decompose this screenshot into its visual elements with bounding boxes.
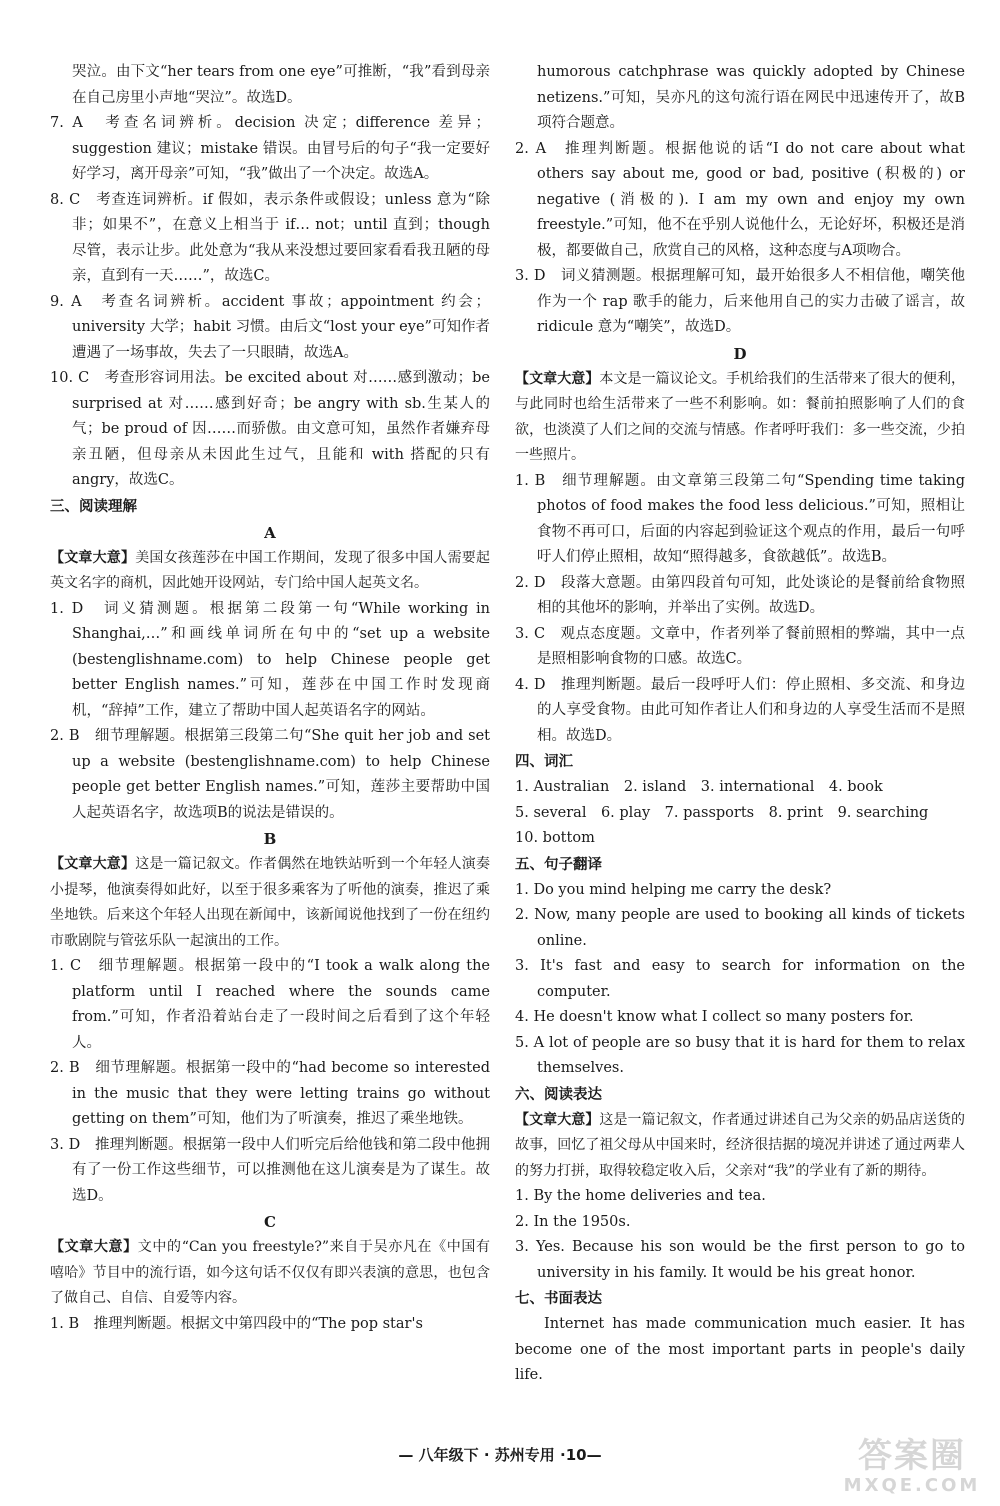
answer-item: 3. D 推理判断题。根据第一段中人们听完后给他钱和第二段中他拥有了一份工作这些细节，可以推测他在这儿演奏是为了谋生。故选D。 xyxy=(50,1136,490,1204)
answer-item: 2. In the 1950s. xyxy=(515,1213,631,1230)
answer-item: 2. Now, many people are used to booking all kinds of tickets online. xyxy=(515,907,965,949)
left-column xyxy=(50,60,490,1337)
summary-text: 美国女孩莲莎在中国工作期间，发现了很多中国人需要起英文名字的商机，因此她开设网站，专门给中国人起英文名。 xyxy=(50,549,491,591)
paragraph: 10. bottom xyxy=(515,830,595,846)
page-footer: — 八年级下 · 苏州专用 ·10— xyxy=(398,1446,602,1464)
answer-item: 1. D 词义猜测题。根据第二段第一句“While working in Shanghai,…”和画线单词所在句中的“set up a website (bestenglishname.com) to help Chinese people get better English names.”可知，莲莎在中国工作时发现商机，“辞掉”工作，建立了帮助中国人起英语名字的网站。 xyxy=(50,600,490,719)
answer-item: 2. A 推理判断题。根据他说的话“I do not care about what others say about me, good or bad, positive (积极的) or negative (消极的). I am my own and enjoy my own freestyle.”可知，他不在乎别人说他什么，无论好坏，积极还是消极，都要做自己，欣赏自己的风格，这种态度与A项吻合。 xyxy=(515,140,965,259)
summary-text: 这是一篇记叙文，作者通过讲述自己为父亲的奶品店送货的故事，回忆了祖父母从中国来时，经济很拮据的境况并讲述了通过两辈人的努力打拼，取得较稳定收入后，父亲对“我”的学业有了新的期待。 xyxy=(515,1111,966,1179)
answer-item: 8. C 考查连词辨析。if 假如，表示条件或假设；unless 意为“除非；如果不”，在意义上相当于 if… not；until 直到；though 尽管，表示让步。此处意为“我从来没想过要回家看看我丑陋的母亲，直到有一天……”，故选C。 xyxy=(50,191,490,284)
passage-label: C xyxy=(264,1213,276,1231)
answer-item: 1. B 推理判断题。根据文中第四段中的“The pop star's xyxy=(50,1315,423,1332)
answer-item: 7. A 考查名词辨析。decision 决定；difference 差异；suggestion 建议；mistake 错误。由冒号后的句子“我一定要好好学习，离开母亲”可知，“我”做出了一个决定。故选A。 xyxy=(50,115,490,182)
answer-item: 2. B 细节理解题。根据第三段第二句“She quit her job and set up a website (bestenglishname.com) to help Chinese people get better English names.”可知，莲莎主要帮助中国人起英语名字，故选项B的说法是错误的。 xyxy=(50,728,490,821)
answer-item: 3. D 词义猜测题。根据理解可知，最开始很多人不相信他，嘲笑他作为一个 rap 歌手的能力，后来他用自己的实力击破了谣言，故 ridicule 意为“嘲笑”，故选D。 xyxy=(515,268,965,335)
answer-item: 9. A 考查名词辨析。accident 事故；appointment 约会；university 大学；habit 习惯。由后文“lost your eye”可知作者遭遇了一场事故，失去了一只眼睛，故选A。 xyxy=(50,293,490,361)
answer-item: 1. B 细节理解题。由文章第三段第二句“Spending time taking photos of food makes the food less delicious.”可知，照相让食物不再可口，后面的内容起到验证这个观点的作用，最后一句呼吁人们停止照相，故知“照得越多，食欲越低”。故选B。 xyxy=(515,472,965,565)
answer-item: 1. Do you mind helping me carry the desk? xyxy=(515,881,832,898)
paragraph: 哭泣。由下文“her tears from one eye”可推断，“我”看到母亲在自己房里小声地“哭泣”。故选D。 xyxy=(72,64,490,106)
answer-item: 1. C 细节理解题。根据第一段中的“I took a walk along the platform until I reached where the sounds came from.”可知，作者沿着站台走了一段时间之后看到了这个年轻人。 xyxy=(50,958,490,1051)
passage-label: B xyxy=(263,830,277,848)
section-heading: 七、书面表达 xyxy=(515,1291,602,1307)
answer-item: 3. It's fast and easy to search for information on the computer. xyxy=(515,958,965,1000)
article-summary xyxy=(50,546,490,597)
paragraph: 1. Australian 2. island 3. international 4. book xyxy=(515,779,883,795)
article-summary xyxy=(50,852,490,954)
answer-item: 5. A lot of people are so busy that it is hard for them to relax themselves. xyxy=(515,1034,965,1076)
summary-tag: 【文章大意】 xyxy=(515,370,600,387)
answer-item: 2. D 段落大意题。由第四段首句可知，此处谈论的是餐前给食物照相的其他坏的影响，并举出了实例。故选D。 xyxy=(515,574,965,616)
section-heading: 五、句子翻译 xyxy=(515,856,602,873)
paragraph: Internet has made communication much easier. It has become one of the most important parts in people's daily life. xyxy=(515,1316,965,1383)
watermark-logo xyxy=(842,1436,982,1500)
section-heading: 六、阅读表达 xyxy=(515,1086,602,1103)
summary-text: 本文是一篇议论文。手机给我们的生活带来了很大的便利，与此同时也给生活带来了一些不利影响。如：餐前拍照影响了人们的食欲，也淡漠了人们之间的交流与情感。作者呼吁我们：多一些交流，少拍一些照片。 xyxy=(515,370,966,463)
paragraph: humorous catchphrase was quickly adopted by Chinese netizens.”可知，吴亦凡的这句流行语在网民中迅速传开了，故B项符合题意。 xyxy=(537,64,965,131)
passage-label: A xyxy=(264,523,276,542)
summary-text: 文中的“Can you freestyle?”来自于吴亦凡在《中国有嘻哈》节目中的流行语，如今这句话不仅仅有即兴表演的意思，也包含了做自己、自信、自爱等内容。 xyxy=(50,1239,490,1306)
paragraph: 5. several 6. play 7. passports 8. print 9. searching xyxy=(515,804,929,821)
watermark-title: 答案圈 xyxy=(858,1436,966,1476)
article-summary xyxy=(50,1235,490,1312)
answer-item: 10. C 考查形容词用法。be excited about 对……感到激动；be surprised at 对……感到好奇；be angry with sb.生某人的气；be proud of 因……而骄傲。由文意可知，虽然作者嫌弃母亲丑陋，但母亲从未因此生过气，且能和 with 搭配的只有 angry，故选C。 xyxy=(50,370,490,488)
summary-text: 这是一篇记叙文。作者偶然在地铁站听到一个年轻人演奏小提琴，他演奏得如此好，以至于很多乘客为了听他的演奏，推迟了乘坐地铁。后来这个年轻人出现在新闻中，该新闻说他找到了一份在纽约市歌剧院与管弦乐队一起演出的工作。 xyxy=(50,856,491,949)
summary-tag: 【文章大意】 xyxy=(50,1239,138,1255)
summary-tag: 【文章大意】 xyxy=(50,856,136,872)
right-column xyxy=(515,60,965,1389)
section-heading: 三、阅读理解 xyxy=(50,498,137,515)
answer-item: 3. Yes. Because his son would be the first person to go to university in his family. It would be his great honor. xyxy=(515,1239,965,1281)
article-summary xyxy=(515,1108,965,1185)
answer-item: 2. B 细节理解题。根据第一段中的“had become so interested in the music that they were letting trains go without getting on them”可知，他们为了听演奏，推迟了乘坐地铁。 xyxy=(50,1060,490,1127)
section-heading: 四、词汇 xyxy=(515,754,573,770)
watermark-url: MXQE.COM xyxy=(843,1475,981,1496)
answer-item: 4. He doesn't know what I collect so many posters for. xyxy=(515,1009,914,1025)
summary-tag: 【文章大意】 xyxy=(50,549,136,566)
answer-item: 3. C 观点态度题。文章中，作者列举了餐前照相的弊端，其中一点是照相影响食物的口感。故选C。 xyxy=(515,625,965,667)
article-summary xyxy=(515,367,965,469)
summary-tag: 【文章大意】 xyxy=(515,1111,600,1128)
answer-item: 1. By the home deliveries and tea. xyxy=(515,1188,766,1204)
passage-label: D xyxy=(733,344,747,363)
answer-item: 4. D 推理判断题。最后一段呼吁人们：停止照相、多交流、和身边的人享受食物。由此可知作者让人们和身边的人享受生活而不是照相。故选D。 xyxy=(515,676,965,744)
